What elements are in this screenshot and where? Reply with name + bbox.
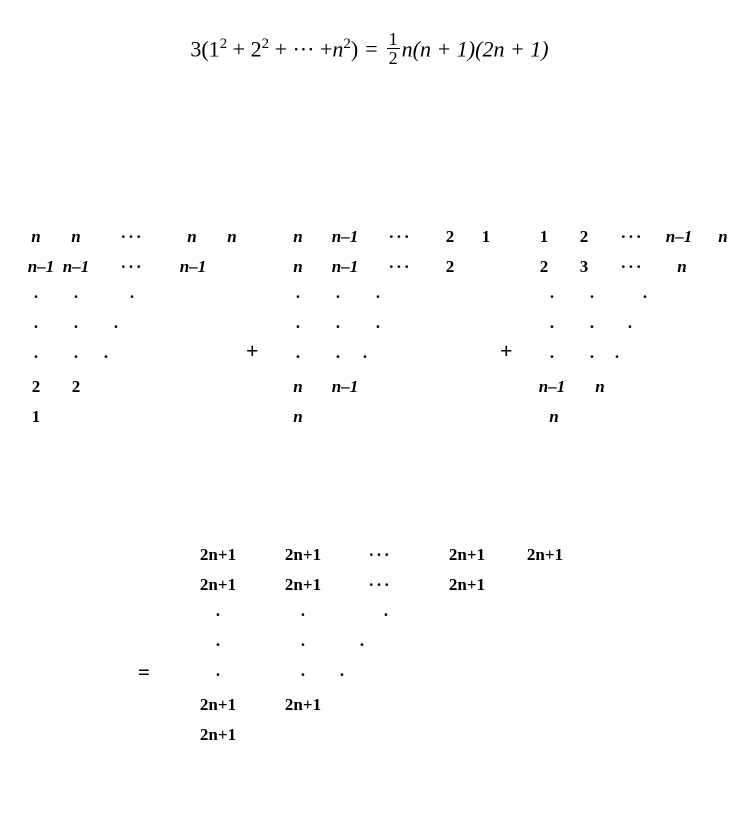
- array-3-row-2: [532, 252, 732, 282]
- equation-exponent-2: 2: [261, 35, 270, 52]
- cell: n: [227, 227, 237, 246]
- cell-dots: ···: [368, 575, 392, 594]
- array-1-row-4: [28, 312, 238, 342]
- array-3-row-6: [532, 372, 732, 402]
- cell: n: [549, 407, 559, 426]
- cell-dot: ·: [642, 287, 648, 306]
- cell: 2n+1: [448, 575, 486, 594]
- cell-dots: ···: [620, 227, 644, 246]
- cell-dot: ·: [33, 347, 39, 366]
- cell-dot: ·: [73, 317, 79, 336]
- cell-dot: ·: [300, 605, 306, 624]
- equation-lhs-mid: + 2: [227, 36, 262, 62]
- cell: 1: [31, 407, 41, 426]
- cell-dots: ···: [388, 227, 412, 246]
- cell: 2n+1: [199, 545, 237, 564]
- array-2-row-1: [290, 222, 500, 252]
- cell-dot: ·: [614, 347, 620, 366]
- cell-dot: ·: [335, 287, 341, 306]
- equation-lhs-close: ): [350, 36, 359, 62]
- cell: 2: [31, 377, 41, 396]
- main-equation: [0, 30, 739, 68]
- fraction-denominator: 2: [388, 48, 398, 69]
- equation-equals: =: [365, 36, 378, 62]
- result-row-2: [190, 570, 590, 600]
- cell: n–1: [538, 377, 566, 396]
- array-2-row-4: [290, 312, 500, 342]
- cell: n: [187, 227, 197, 246]
- cell-dots: ···: [368, 545, 392, 564]
- cell-dot: ·: [295, 317, 301, 336]
- cell-dots: ···: [120, 227, 144, 246]
- cell-dots: ···: [388, 257, 412, 276]
- cell: 2: [579, 227, 589, 246]
- array-3: [532, 222, 732, 432]
- cell: n: [718, 227, 728, 246]
- cell-dot: ·: [549, 347, 555, 366]
- array-1: [28, 222, 238, 432]
- cell: 2: [445, 227, 455, 246]
- cell: n: [293, 257, 303, 276]
- array-1-row-3: [28, 282, 238, 312]
- array-3-row-7: [532, 402, 732, 432]
- cell: 1: [539, 227, 549, 246]
- cell-dot: ·: [362, 347, 368, 366]
- cell: n–1: [179, 257, 207, 276]
- cell: 2n+1: [199, 575, 237, 594]
- cell-dot: ·: [549, 287, 555, 306]
- cell: 2n+1: [284, 545, 322, 564]
- cell-dot: ·: [375, 317, 381, 336]
- array-1-row-5: [28, 342, 238, 372]
- cell-dot: ·: [73, 347, 79, 366]
- cell-dot: ·: [335, 317, 341, 336]
- cell-dot: ·: [113, 317, 119, 336]
- cell-dot: ·: [215, 635, 221, 654]
- cell: 2: [445, 257, 455, 276]
- plus-operator-2: +: [500, 338, 513, 363]
- plus-operator-1: +: [246, 338, 259, 363]
- cell: n: [293, 227, 303, 246]
- array-2: [290, 222, 500, 432]
- cell: n–1: [331, 377, 359, 396]
- array-3-row-1: [532, 222, 732, 252]
- equation-fraction: [387, 30, 400, 68]
- cell-dot: ·: [73, 287, 79, 306]
- cell: 2n+1: [199, 695, 237, 714]
- result-row-3: [190, 600, 590, 630]
- cell: 2n+1: [448, 545, 486, 564]
- equation-lhs-dots: + ··· +: [269, 36, 333, 62]
- result-row-4: [190, 630, 590, 660]
- cell-dots: ···: [620, 257, 644, 276]
- array-3-row-5: [532, 342, 732, 372]
- cell-dot: ·: [589, 287, 595, 306]
- cell-dot: ·: [589, 317, 595, 336]
- array-2-row-3: [290, 282, 500, 312]
- array-1-row-2: [28, 252, 238, 282]
- equation-lhs-prefix: 3(1: [190, 36, 220, 62]
- cell-dot: ·: [215, 605, 221, 624]
- array-2-row-5: [290, 342, 500, 372]
- cell: 2: [539, 257, 549, 276]
- cell-dot: ·: [339, 665, 345, 684]
- cell: n–1: [331, 227, 359, 246]
- equation-rhs: n(n + 1)(2n + 1): [401, 36, 549, 62]
- array-3-row-4: [532, 312, 732, 342]
- array-1-row-7: [28, 402, 238, 432]
- cell: n–1: [62, 257, 90, 276]
- cell-dot: ·: [627, 317, 633, 336]
- result-section: [0, 540, 739, 810]
- result-array: [190, 540, 590, 750]
- cell-dot: ·: [215, 665, 221, 684]
- cell: 2n+1: [526, 545, 564, 564]
- cell: n: [293, 377, 303, 396]
- cell-dot: ·: [375, 287, 381, 306]
- cell-dot: ·: [103, 347, 109, 366]
- cell-dot: ·: [549, 317, 555, 336]
- cell: 2n+1: [284, 575, 322, 594]
- equation-exponent-1: 2: [219, 35, 228, 52]
- equation-exponent-3: 2: [343, 35, 351, 52]
- result-row-5: [190, 660, 590, 690]
- cell: 3: [579, 257, 589, 276]
- cell-dot: ·: [33, 317, 39, 336]
- cell-dot: ·: [295, 347, 301, 366]
- triangular-arrays-row: [0, 222, 739, 482]
- cell-dot: ·: [300, 635, 306, 654]
- result-equals: =: [138, 660, 150, 684]
- array-3-row-3: [532, 282, 732, 312]
- array-2-row-2: [290, 252, 500, 282]
- cell: n: [31, 227, 41, 246]
- cell-dot: ·: [129, 287, 135, 306]
- array-2-row-7: [290, 402, 500, 432]
- array-2-row-6: [290, 372, 500, 402]
- cell: 1: [481, 227, 491, 246]
- cell: 2n+1: [284, 695, 322, 714]
- cell: n: [71, 227, 81, 246]
- fraction-numerator: 1: [388, 29, 398, 49]
- cell-dot: ·: [33, 287, 39, 306]
- result-row-1: [190, 540, 590, 570]
- cell-dots: ···: [120, 257, 144, 276]
- cell: n: [677, 257, 687, 276]
- cell: 2: [71, 377, 81, 396]
- cell: 2n+1: [199, 725, 237, 744]
- result-row-7: [190, 720, 590, 750]
- cell-dot: ·: [335, 347, 341, 366]
- array-1-row-6: [28, 372, 238, 402]
- result-row-6: [190, 690, 590, 720]
- equation-lhs-var: n: [332, 36, 344, 62]
- cell: n–1: [27, 257, 55, 276]
- cell: n: [293, 407, 303, 426]
- cell-dot: ·: [383, 605, 389, 624]
- cell: n–1: [665, 227, 693, 246]
- cell-dot: ·: [589, 347, 595, 366]
- cell: n–1: [331, 257, 359, 276]
- cell-dot: ·: [359, 635, 365, 654]
- array-1-row-1: [28, 222, 238, 252]
- cell-dot: ·: [300, 665, 306, 684]
- cell: n: [595, 377, 605, 396]
- cell-dot: ·: [295, 287, 301, 306]
